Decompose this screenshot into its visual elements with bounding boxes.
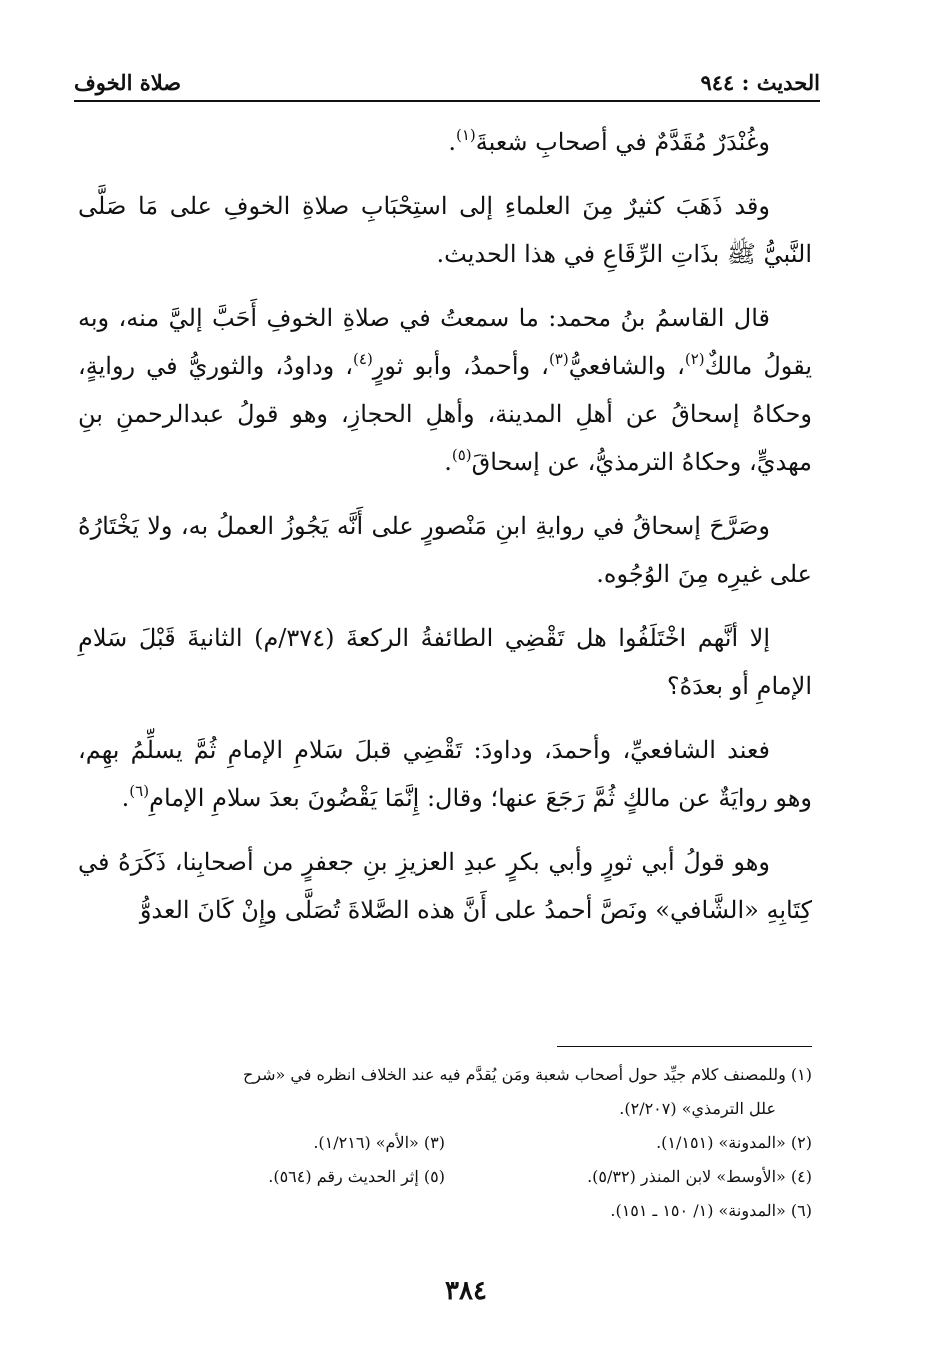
footnote-ref-5[interactable]: (٥) (451, 446, 472, 464)
footnotes (78, 1058, 812, 1228)
footnote-row (78, 1160, 812, 1194)
footnote-5: (٥) إثر الحديث رقم (٥٦٤). (268, 1167, 445, 1186)
footnote-separator (557, 1046, 812, 1047)
paragraph-7: وهو قولُ أبي ثورٍ وأبي بكرٍ عبدِ العزيزِ بنِ جعفرٍ من أصحابِنا، ذَكَرَهُ في كِتَابِهِ «الشَّافي» ونَصَّ أحمدُ على أَنَّ هذه الصَّلاةَ تُصَلَّى وإِنْ كَانَ العدوُّ (78, 848, 812, 924)
header-chapter-title: صلاة الخوف (74, 70, 182, 95)
paragraph-text: وغُنْدَرٌ مُقَدَّمٌ في أصحابِ شعبةَ (475, 128, 770, 156)
footnote-text: وللمصنف كلام جيِّد حول أصحاب شعبة ومَن يُقدَّم فيه عند الخلاف انظره في «شرح (242, 1065, 786, 1084)
footnote-ref-3[interactable]: (٣) (548, 350, 569, 368)
footnote-3: (٣) «الأم» (١/٢١٦). (313, 1133, 445, 1152)
paragraph-text: ، وداودُ، والثوريُّ في روايةٍ، وحكاهُ إسحاقُ عن أهلِ المدينة، وأهلِ الحجازِ، وهو قولُ عبدالرحمنِ بنِ مهديٍّ، وحكاهُ الترمذيُّ، عن إسحاقَ (78, 352, 812, 476)
paragraph-text: فعند الشافعيِّ، وأحمدَ، وداودَ: تَقْضِي قبلَ سَلامِ الإمامِ ثُمَّ يسلِّمُ بهِم، وهو روايَةٌ عن مالكٍ ثُمَّ رَجَعَ عنها؛ وقال: إِنَّمَا يَقْضُونَ بعدَ سلامِ الإمامِ (78, 736, 812, 812)
paragraph-4: وصَرَّحَ إسحاقُ في روايةِ ابنِ مَنْصورٍ على أَنَّه يَجُوزُ العملُ به، ولا يَخْتَارُهُ على غيرِه مِنَ الوُجُوه. (78, 512, 812, 588)
running-header (74, 66, 820, 102)
paragraph-6 (78, 726, 812, 822)
page-number: ٣٨٤ (445, 1276, 487, 1306)
footnote-ref-1[interactable]: (١) (455, 126, 476, 144)
paragraph-text: . (448, 128, 456, 156)
paragraph-text: . (121, 784, 130, 812)
footnote-row (78, 1126, 812, 1160)
footnote-text-continued: علل الترمذي» (٢/٢٠٧). (619, 1099, 776, 1118)
footnote-ref-4[interactable]: (٤) (353, 350, 373, 368)
paragraph-text: ، والشافعيُّ (568, 352, 685, 380)
paragraph-1 (78, 118, 812, 166)
footnote-row (78, 1194, 812, 1228)
footnote-4: (٤) «الأوسط» لابن المنذر (٥/٣٢). (587, 1167, 812, 1186)
footnote-2: (٢) «المدونة» (١/١٥١). (656, 1133, 812, 1152)
footnote-ref-2[interactable]: (٢) (684, 350, 705, 368)
footnote-6: (٦) «المدونة» (١/ ١٥٠ ـ ١٥١). (610, 1201, 812, 1220)
footnote-1 (78, 1058, 812, 1126)
paragraph-2: وقد ذَهَبَ كثيرٌ مِنَ العلماءِ إلى استِحْبَابِ صلاةِ الخوفِ على مَا صَلَّى النَّبيُّ ﷺ بذَاتِ الرِّقَاعِ في هذا الحديث. (78, 192, 812, 268)
paragraph-text: ، وأحمدُ، وأبو ثورٍ (372, 352, 549, 380)
paragraph-text: . (444, 448, 452, 476)
header-hadith-number: الحديث : ٩٤٤ (700, 70, 820, 95)
paragraph-text: قال القاسمُ بنُ محمد: ما سمعتُ في صلاةِ الخوفِ أَحَبَّ إليَّ منه، وبه يقولُ مالكٌ (78, 304, 813, 380)
main-text (78, 118, 812, 950)
footnote-ref-6[interactable]: (٦) (129, 782, 150, 800)
footnote-number: (١) (790, 1065, 812, 1084)
paragraph-5: إلا أنَّهم اخْتَلَفُوا هل تَقْضِي الطائفةُ الركعةَ (٣٧٤/م) الثانيةَ قَبْلَ سَلامِ الإمامِ أو بعدَهُ؟ (78, 624, 812, 700)
paragraph-3 (78, 294, 812, 486)
